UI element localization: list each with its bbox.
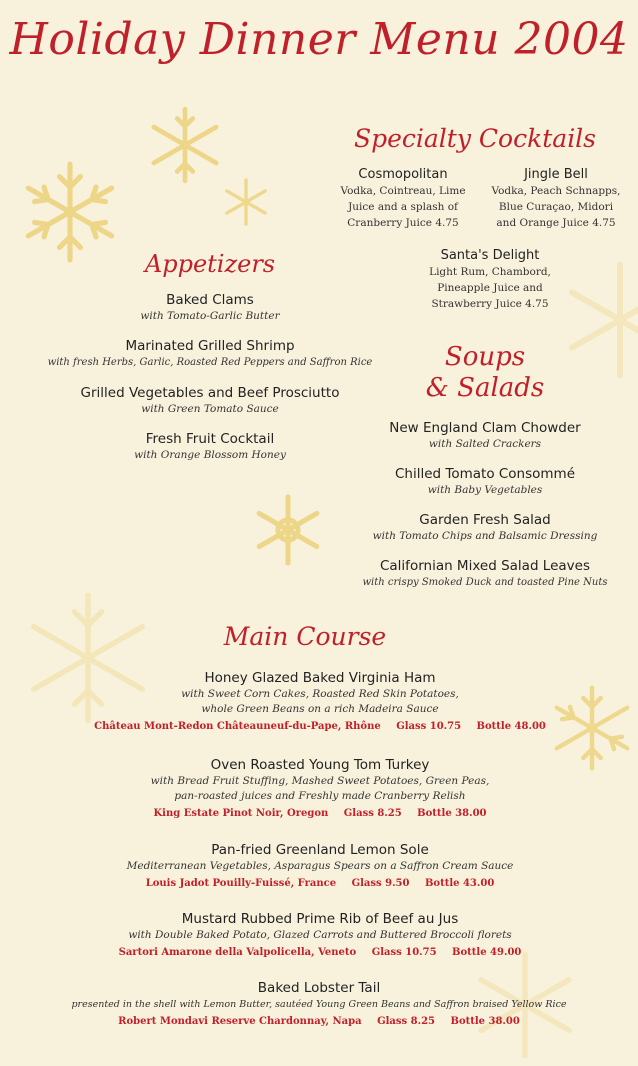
dish-name: Californian Mixed Salad Leaves: [379, 558, 590, 574]
wine-name: Sartori Amarone della Valpolicella, Veneto: [118, 947, 357, 958]
dish-desc: with Tomato-Garlic Butter: [140, 310, 280, 322]
dish-desc: pan-roasted juices and Freshly made Cranberry Relish: [174, 790, 466, 802]
snowflake-icon: [18, 160, 122, 264]
dish-desc: Mediterranean Vegetables, Asparagus Spears on a Saffron Cream Sauce: [126, 860, 514, 872]
soups-heading-line1: Soups: [444, 342, 526, 372]
snowflake-icon: [222, 178, 270, 226]
glass-price: Glass 8.25: [377, 1016, 436, 1027]
bottle-price: Bottle 48.00: [476, 721, 546, 732]
cocktail-desc: Strawberry Juice 4.75: [431, 298, 549, 310]
main-item: [14, 980, 624, 1029]
bottle-price: Bottle 38.00: [450, 1016, 520, 1027]
cocktail-desc: Blue Curaçao, Midori: [498, 201, 614, 213]
appetizers-heading: Appetizers: [144, 250, 276, 278]
dish-desc: with Bread Fruit Stuffing, Mashed Sweet Potatoes, Green Peas,: [150, 775, 490, 787]
soup-item: [340, 512, 630, 544]
cocktail-item: [480, 167, 632, 231]
wine-name: King Estate Pinot Noir, Oregon: [153, 808, 329, 819]
wine-name: Louis Jadot Pouilly-Fuissé, France: [145, 878, 337, 889]
cocktail-name: Cosmopolitan: [358, 167, 448, 182]
soup-item: [340, 558, 630, 590]
appetizer-item: [20, 338, 400, 370]
cocktail-desc: Cranberry Juice 4.75: [347, 217, 459, 229]
wine-pairing: [30, 806, 610, 821]
wine-name: Robert Mondavi Reserve Chardonnay, Napa: [118, 1016, 362, 1027]
dish-name: Honey Glazed Baked Virginia Ham: [204, 670, 436, 686]
dish-desc: with Tomato Chips and Balsamic Dressing: [372, 530, 598, 542]
dish-desc: with crispy Smoked Duck and toasted Pine Nuts: [362, 577, 608, 588]
cocktail-desc: Pineapple Juice and: [437, 282, 543, 294]
dish-name: Pan-fried Greenland Lemon Sole: [211, 842, 429, 858]
soup-item: [340, 420, 630, 452]
soup-item: [340, 466, 630, 498]
wine-pairing: [14, 1014, 624, 1029]
dish-name: Baked Clams: [166, 292, 254, 308]
dish-name: Fresh Fruit Cocktail: [145, 431, 275, 447]
dish-desc: with Salted Crackers: [428, 438, 542, 450]
glass-price: Glass 8.25: [343, 808, 402, 819]
dish-name: Oven Roasted Young Tom Turkey: [210, 757, 430, 773]
glass-price: Glass 10.75: [396, 721, 462, 732]
dish-name: Mustard Rubbed Prime Rib of Beef au Jus: [181, 911, 459, 927]
wine-pairing: [30, 876, 610, 891]
cocktail-desc: Juice and a splash of: [348, 201, 458, 213]
soups-heading: [380, 342, 590, 404]
glass-price: Glass 10.75: [371, 947, 437, 958]
cocktail-name: Santa's Delight: [440, 248, 540, 263]
main-item: [30, 911, 610, 960]
dish-desc: with Sweet Corn Cakes, Roasted Red Skin Potatoes,: [181, 688, 459, 700]
dish-desc: with fresh Herbs, Garlic, Roasted Red Peppers and Saffron Rice: [47, 357, 373, 368]
bottle-price: Bottle 43.00: [424, 878, 495, 889]
glass-price: Glass 9.50: [351, 878, 410, 889]
cocktail-name: Jingle Bell: [524, 167, 588, 182]
cocktail-desc: Vodka, Cointreau, Lime: [340, 185, 466, 197]
wine-pairing: [30, 945, 610, 960]
wine-pairing: [30, 719, 610, 734]
dish-desc: with Double Baked Potato, Glazed Carrots and Buttered Broccoli florets: [128, 929, 512, 941]
main-course-heading: Main Course: [223, 622, 387, 651]
soups-heading-line2: & Salads: [425, 373, 545, 403]
dish-name: Marinated Grilled Shrimp: [125, 338, 295, 354]
dish-name: Grilled Vegetables and Beef Prosciutto: [80, 385, 340, 401]
dish-desc: with Green Tomato Sauce: [141, 403, 279, 415]
appetizer-item: [20, 385, 400, 417]
cocktail-desc: Light Rum, Chambord,: [429, 266, 551, 278]
dish-desc: with Orange Blossom Honey: [134, 449, 286, 461]
main-item: [30, 670, 610, 734]
cocktail-item: [330, 167, 476, 231]
snowflake-icon: [252, 494, 324, 566]
wine-name: Château Mont-Redon Châteauneuf-du-Pape, Rhône: [94, 721, 381, 732]
cocktail-desc: and Orange Juice 4.75: [496, 217, 616, 229]
appetizer-item: [20, 292, 400, 324]
dish-name: Baked Lobster Tail: [257, 980, 381, 996]
cocktail-item: [408, 248, 572, 312]
main-item: [30, 757, 610, 821]
dish-name: Garden Fresh Salad: [419, 512, 551, 528]
bottle-price: Bottle 38.00: [417, 808, 487, 819]
dish-name: Chilled Tomato Consommé: [394, 466, 576, 482]
menu-title: Holiday Dinner Menu 2004: [9, 14, 629, 65]
main-item: [30, 842, 610, 891]
dish-desc: presented in the shell with Lemon Butter, sautéed Young Green Beans and Saffron braised Yellow Rice: [71, 999, 567, 1010]
snowflake-icon: [146, 106, 224, 184]
dish-desc: whole Green Beans on a rich Madeira Sauce: [201, 703, 439, 715]
cocktail-desc: Vodka, Peach Schnapps,: [491, 185, 621, 197]
dish-name: New England Clam Chowder: [389, 420, 581, 436]
dish-desc: with Baby Vegetables: [427, 484, 543, 496]
cocktails-heading: Specialty Cocktails: [353, 124, 597, 153]
bottle-price: Bottle 49.00: [452, 947, 522, 958]
